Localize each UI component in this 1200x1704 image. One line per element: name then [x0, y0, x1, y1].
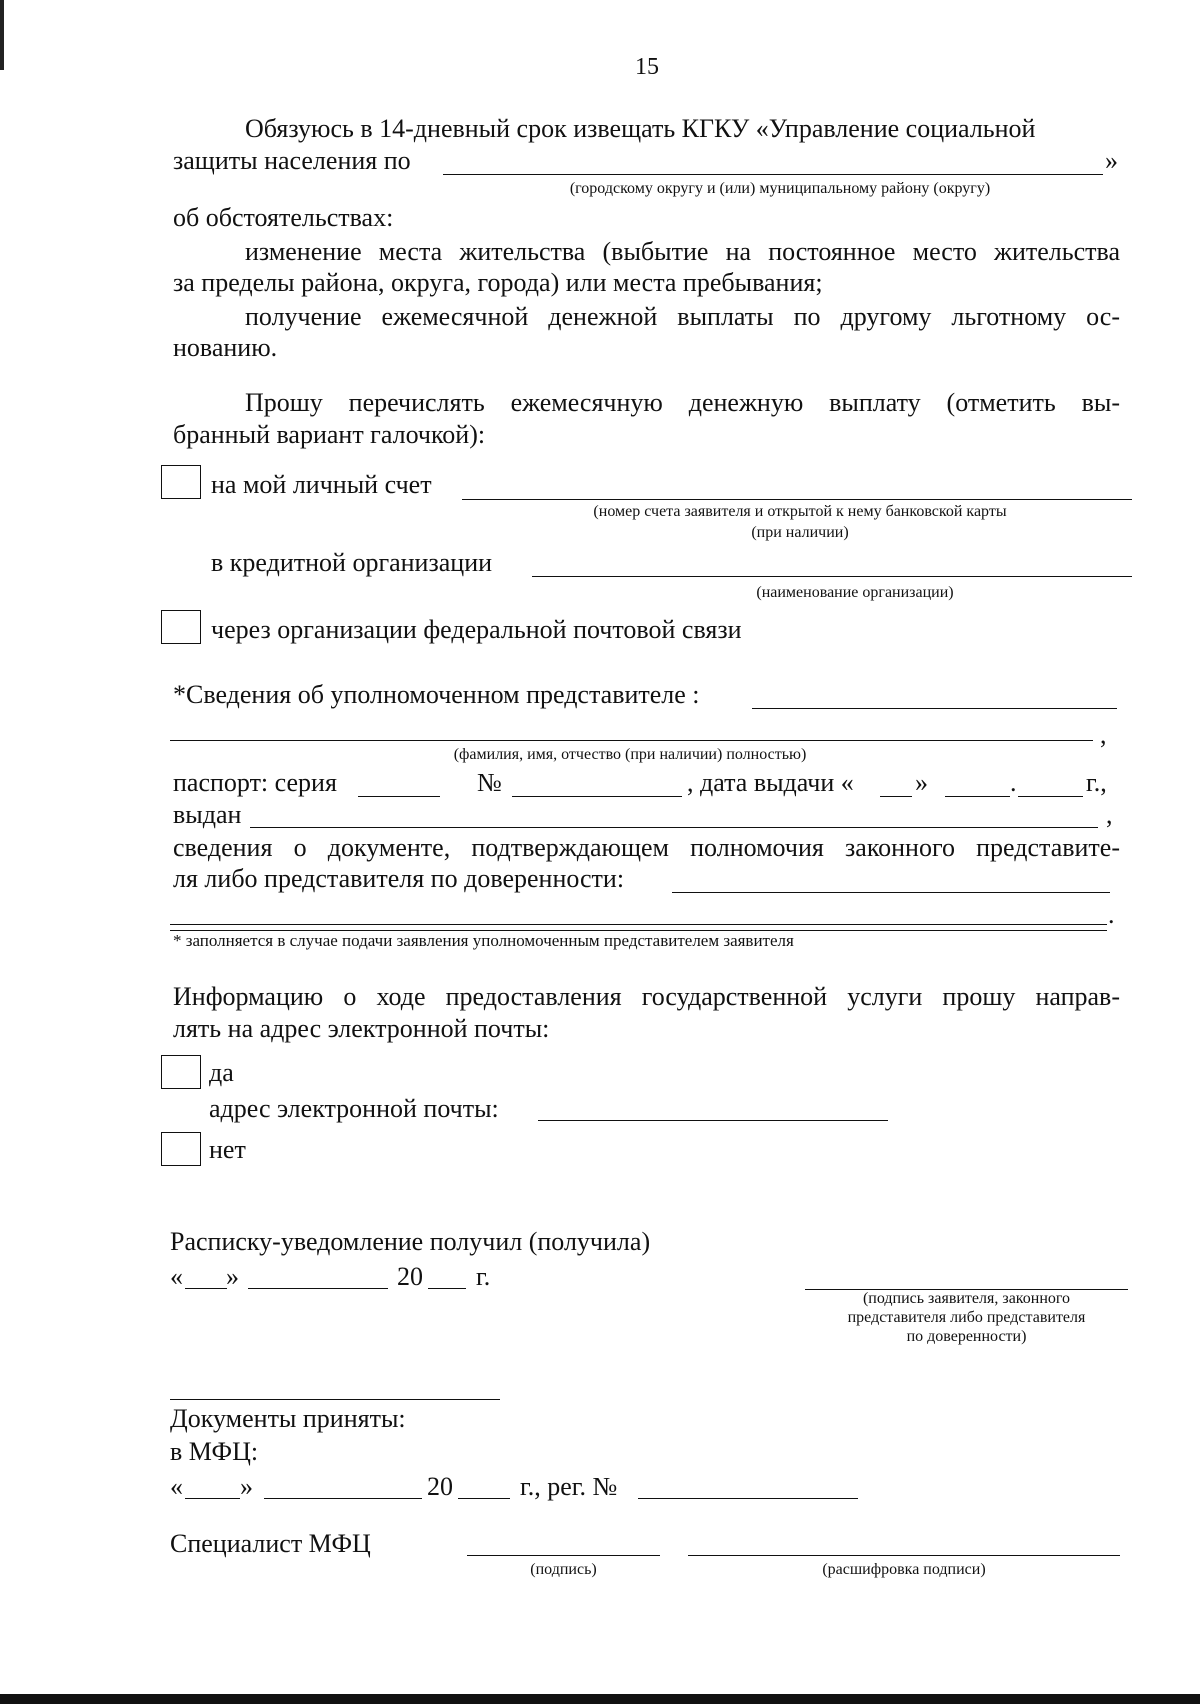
post-option-label: через организации федеральной почтовой связи	[211, 615, 742, 644]
authority-doc-field-line-2[interactable]	[170, 924, 1107, 925]
issued-by-label: выдан	[173, 800, 242, 829]
credit-org-caption: (наименование организации)	[756, 584, 954, 601]
account-caption-2: (при наличии)	[751, 524, 849, 541]
mfc-decode-line[interactable]	[688, 1555, 1120, 1556]
issue-year-suffix: г.,	[1086, 768, 1107, 797]
email-info-line-1: Информацию о ходе предоставления государственной услуги прошу направ-	[173, 982, 1120, 1011]
circumstance-item-2-line-1: получение ежемесячной денежной выплаты по другому льготному ос-	[245, 302, 1120, 331]
email-info-line-2: лять на адрес электронной почты:	[173, 1014, 550, 1043]
receipt-year-prefix: 20	[397, 1262, 423, 1291]
mfc-day-line[interactable]	[185, 1498, 240, 1499]
issued-by-line[interactable]	[250, 827, 1098, 828]
circumstance-item-1-line-1: изменение места жительства (выбытие на постоянное место жительства	[245, 237, 1120, 266]
issue-year-line[interactable]	[1018, 796, 1083, 797]
notify-line-1: Обязуюсь в 14-дневный срок извещать КГКУ «Управление социальной	[245, 114, 1036, 143]
mfc-month-line[interactable]	[264, 1498, 422, 1499]
passport-series-line[interactable]	[358, 796, 440, 797]
passport-number-sign: №	[477, 768, 502, 797]
receipt-received-label: Расписку-уведомление получил (получила)	[170, 1227, 651, 1256]
mfc-signature-line[interactable]	[467, 1555, 660, 1556]
issue-month-line[interactable]	[945, 796, 1010, 797]
mfc-year-prefix: 20	[427, 1472, 453, 1501]
mfc-quote-open: «	[170, 1472, 183, 1501]
email-yes-checkbox[interactable]	[161, 1055, 201, 1089]
issue-date-label: , дата выдачи «	[687, 768, 854, 797]
signature-caption-3: по доверенности)	[906, 1328, 1027, 1345]
receipt-quote-open: «	[170, 1262, 183, 1291]
receipt-year-line[interactable]	[428, 1288, 466, 1289]
mfc-reg-number-line[interactable]	[638, 1498, 858, 1499]
representative-heading: *Сведения об уполномоченном представителе :	[173, 680, 700, 709]
passport-series-label: паспорт: серия	[173, 768, 337, 797]
scan-edge-left	[0, 0, 4, 70]
mfc-reg-suffix: г., рег. №	[520, 1472, 618, 1501]
receipt-year-suffix: г.	[476, 1262, 491, 1291]
account-number-line[interactable]	[462, 499, 1132, 500]
issue-date-dot: .	[1010, 768, 1017, 797]
mfc-docs-accepted: Документы приняты:	[170, 1404, 406, 1433]
mfc-year-line[interactable]	[458, 1498, 510, 1499]
circumstance-item-2-line-2: нованию.	[173, 333, 278, 362]
credit-org-line[interactable]	[532, 576, 1132, 577]
post-checkbox[interactable]	[161, 610, 201, 644]
email-no-label: нет	[209, 1135, 246, 1164]
representative-comma: ,	[1100, 720, 1107, 749]
account-caption-1: (номер счета заявителя и открытой к нему банковской карты	[593, 503, 1007, 520]
passport-number-line[interactable]	[512, 796, 682, 797]
circumstances-label: об обстоятельствах:	[173, 203, 394, 232]
email-no-checkbox[interactable]	[161, 1132, 201, 1166]
page-number: 15	[635, 54, 659, 80]
authority-doc-line-1: сведения о документе, подтверждающем полномочия законного представите-	[173, 833, 1120, 862]
notify-line-2: защиты населения по	[173, 146, 411, 175]
mfc-in-mfc: в МФЦ:	[170, 1437, 259, 1466]
authority-doc-period: .	[1108, 900, 1115, 929]
representative-name-caption: (фамилия, имя, отчество (при наличии) полностью)	[453, 746, 807, 763]
email-address-line[interactable]	[538, 1120, 888, 1121]
representative-name-line-2[interactable]	[170, 740, 1093, 741]
account-checkbox[interactable]	[161, 465, 201, 499]
representative-footnote: * заполняется в случае подачи заявления уполномоченным представителем заявителя	[173, 931, 794, 950]
mfc-decode-caption: (расшифровка подписи)	[822, 1561, 986, 1578]
notify-line-2-close: »	[1105, 146, 1118, 175]
district-caption: (городскому округу и (или) муниципальному району (округу)	[569, 180, 991, 197]
mfc-quote-close: »	[240, 1472, 253, 1501]
mfc-separator	[170, 1399, 500, 1400]
signature-caption-2: представителя либо представителя	[847, 1309, 1086, 1326]
credit-org-label: в кредитной организации	[211, 548, 493, 577]
account-option-label: на мой личный счет	[211, 470, 432, 499]
receipt-month-line[interactable]	[248, 1288, 388, 1289]
representative-name-line-1[interactable]	[752, 708, 1117, 709]
authority-doc-line-2: ля либо представителя по доверенности:	[173, 864, 625, 893]
mfc-sign-caption: (подпись)	[530, 1561, 597, 1578]
issue-date-close: »	[915, 768, 928, 797]
authority-doc-field-line-1[interactable]	[672, 892, 1110, 893]
receipt-day-line[interactable]	[185, 1288, 227, 1289]
payment-request-line-1: Прошу перечислять ежемесячную денежную выплату (отметить вы-	[245, 388, 1120, 417]
issued-by-comma: ,	[1106, 800, 1113, 829]
receipt-quote-close: »	[226, 1262, 239, 1291]
issue-day-line[interactable]	[880, 796, 912, 797]
scan-edge-bottom	[0, 1694, 1200, 1704]
email-address-label: адрес электронной почты:	[209, 1094, 499, 1123]
district-field-line[interactable]	[443, 174, 1103, 175]
circumstance-item-1-line-2: за пределы района, округа, города) или места пребывания;	[173, 268, 823, 297]
email-yes-label: да	[209, 1058, 234, 1087]
mfc-specialist-label: Специалист МФЦ	[170, 1529, 371, 1558]
payment-request-line-2: бранный вариант галочкой):	[173, 420, 486, 449]
signature-caption-1: (подпись заявителя, законного	[862, 1290, 1071, 1307]
